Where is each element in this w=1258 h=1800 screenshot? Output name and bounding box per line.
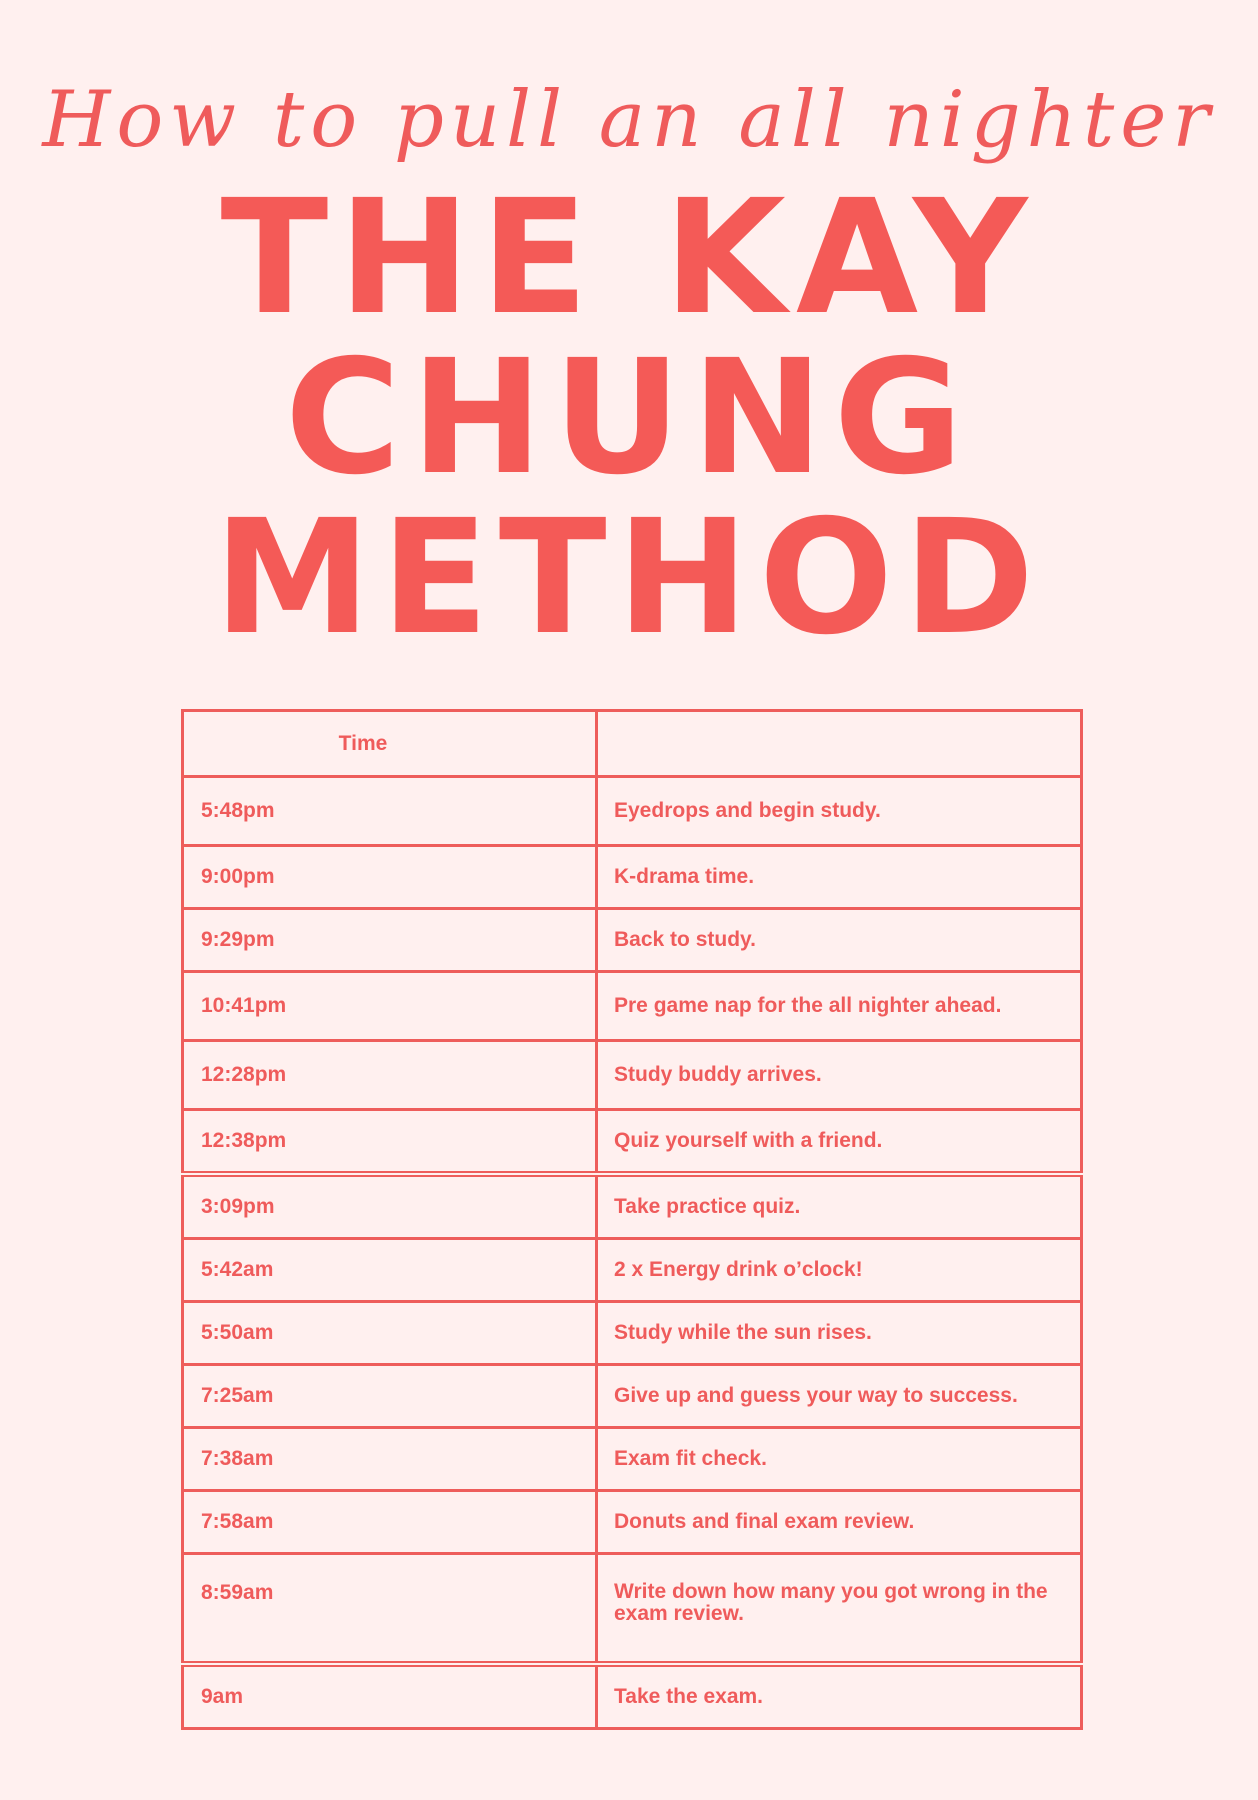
time-cell: 7:58am xyxy=(183,1491,597,1554)
activity-cell: Study buddy arrives. xyxy=(597,1041,1082,1110)
activity-cell: Write down how many you got wrong in the exam review. xyxy=(597,1554,1082,1665)
table-row xyxy=(183,1491,1082,1554)
title-line-2: CHUNG xyxy=(284,326,974,510)
table-header-row xyxy=(183,711,1082,777)
time-cell: 3:09pm xyxy=(183,1174,597,1239)
table-row xyxy=(183,1554,1082,1665)
time-cell: 8:59am xyxy=(183,1554,597,1665)
activity-cell: Quiz yourself with a friend. xyxy=(597,1110,1082,1175)
table-row xyxy=(183,846,1082,909)
page-title xyxy=(0,166,1258,670)
table-row xyxy=(183,1428,1082,1491)
activity-cell: Donuts and final exam review. xyxy=(597,1491,1082,1554)
table-row xyxy=(183,777,1082,846)
time-cell: 5:48pm xyxy=(183,777,597,846)
time-cell: 10:41pm xyxy=(183,972,597,1041)
activity-cell: Pre game nap for the all nighter ahead. xyxy=(597,972,1082,1041)
table-row xyxy=(183,1664,1082,1729)
activity-cell: 2 x Energy drink o’clock! xyxy=(597,1239,1082,1302)
table-row xyxy=(183,1174,1082,1239)
time-cell: 12:28pm xyxy=(183,1041,597,1110)
activity-cell: Back to study. xyxy=(597,909,1082,972)
title-line-3: METHOD xyxy=(213,486,1045,670)
time-cell: 9am xyxy=(183,1664,597,1729)
column-header-time: Time xyxy=(183,711,597,777)
activity-cell: Take practice quiz. xyxy=(597,1174,1082,1239)
table-row xyxy=(183,1365,1082,1428)
table-row xyxy=(183,972,1082,1041)
time-cell: 7:38am xyxy=(183,1428,597,1491)
activity-cell: K-drama time. xyxy=(597,846,1082,909)
time-cell: 5:50am xyxy=(183,1302,597,1365)
table-row xyxy=(183,909,1082,972)
activity-cell: Take the exam. xyxy=(597,1664,1082,1729)
table-row xyxy=(183,1041,1082,1110)
time-cell: 9:29pm xyxy=(183,909,597,972)
time-cell: 5:42am xyxy=(183,1239,597,1302)
time-cell: 7:25am xyxy=(183,1365,597,1428)
schedule-table xyxy=(181,709,1083,1730)
table-row xyxy=(183,1110,1082,1175)
table-row xyxy=(183,1302,1082,1365)
time-cell: 12:38pm xyxy=(183,1110,597,1175)
title-line-1: THE KAY xyxy=(220,166,1038,350)
time-cell: 9:00pm xyxy=(183,846,597,909)
activity-cell: Exam fit check. xyxy=(597,1428,1082,1491)
table-row xyxy=(183,1239,1082,1302)
activity-cell: Eyedrops and begin study. xyxy=(597,777,1082,846)
subtitle: How to pull an all nighter xyxy=(42,75,1216,165)
column-header-activity xyxy=(597,711,1082,777)
activity-cell: Study while the sun rises. xyxy=(597,1302,1082,1365)
activity-cell: Give up and guess your way to success. xyxy=(597,1365,1082,1428)
